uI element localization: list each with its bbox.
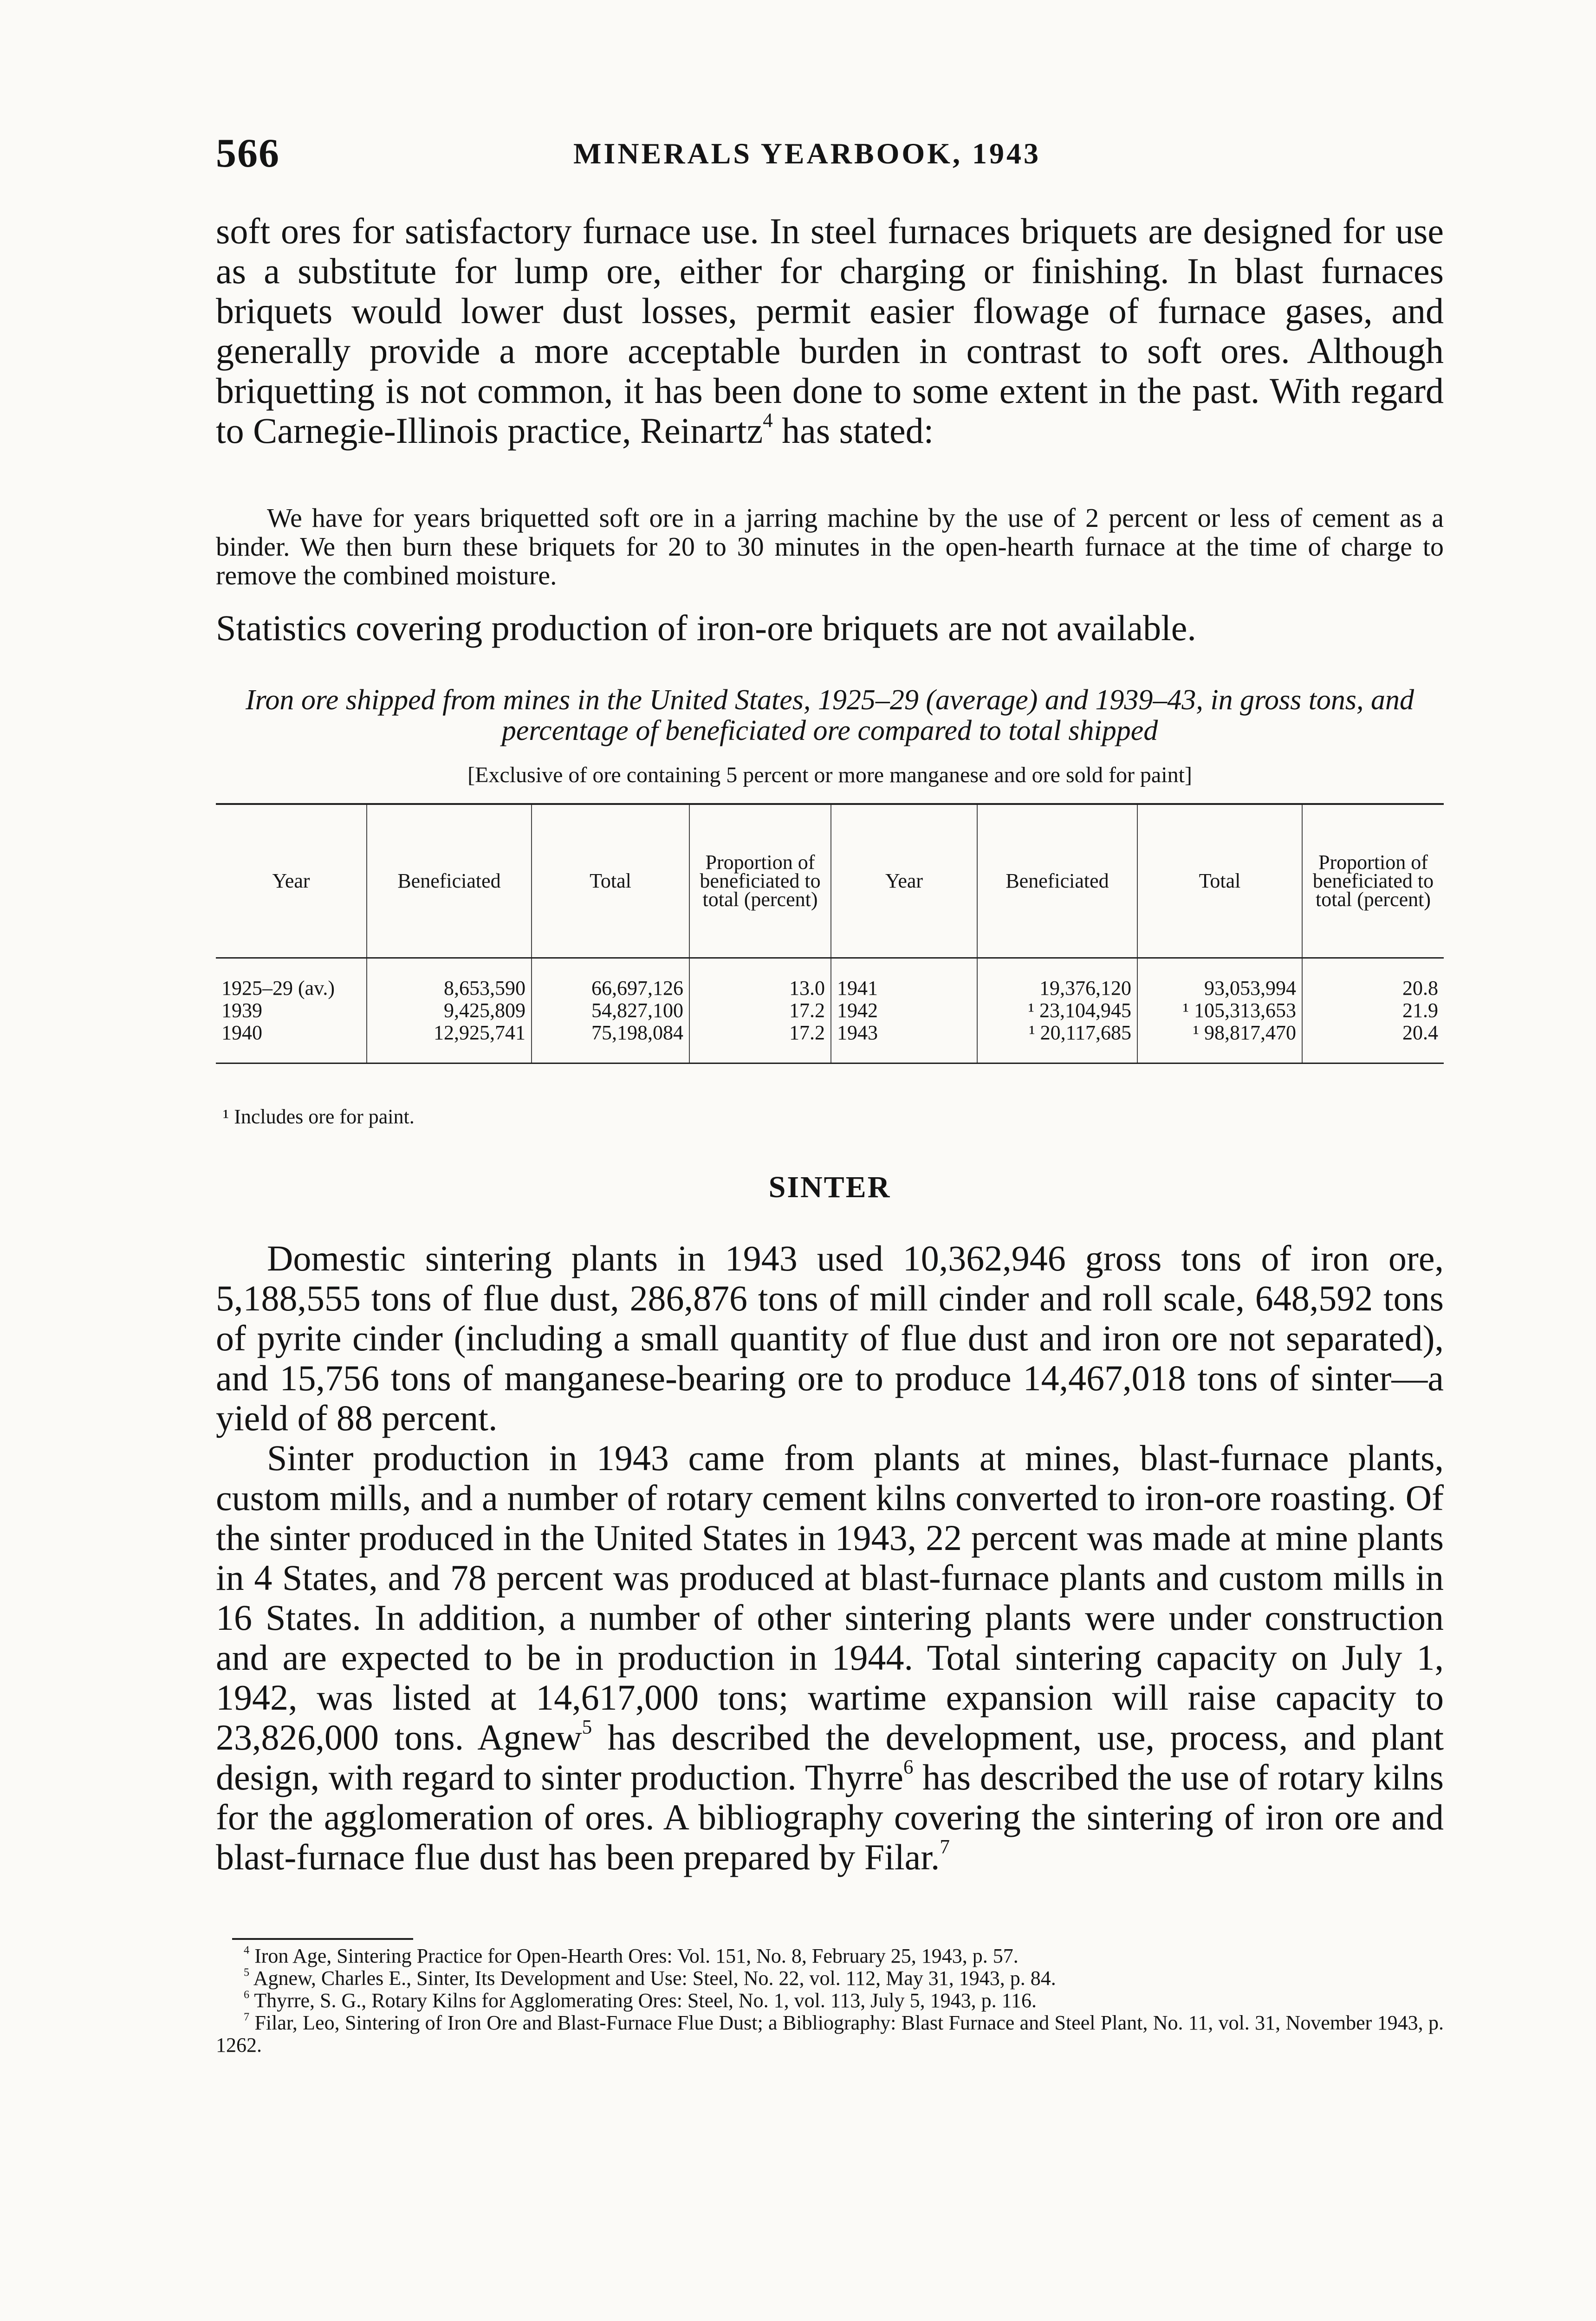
footnote-text: Iron Age, Sintering Practice for Open-Hearth Ores: Vol. 151, No. 8, February 25, 1943, p. 57. xyxy=(249,1945,1019,1967)
table-cell: 1943 xyxy=(831,1022,977,1063)
footnote xyxy=(216,2012,1444,2056)
sinter-text: Sinter production in 1943 came from plants at mines, blast-furnace plants, custom mills, and a number of rotary cement kilns converted to iron-ore roasting. Of the sinter produced in the United States in 1943, 22 percent was made at mine plants in 4 States, and 78 percent was produced at blast-furnace plants and custom mills in 16 States. In addition, a number of other sintering plants were under construction and are expected to be in production in 1944. Total sintering capacity on July 1, 1942, was listed at 14,617,000 tons; wartime expansion will raise capacity to 23,826,000 tons. Agnew xyxy=(216,1438,1444,1757)
column-header: Total xyxy=(532,804,689,958)
iron-ore-table xyxy=(216,803,1444,1064)
statistics-sentence: Statistics covering production of iron-ore briquets are not available. xyxy=(216,608,1196,648)
block-quote: We have for years briquetted soft ore in a jarring machine by the use of 2 percent or less of cement as a binder. We then burn these briquets for 20 to 30 minutes in the open-hearth furnace at the time of charge to remove the combined moisture. xyxy=(216,503,1444,590)
sinter-text: has described the use of rotary kilns for the agglomeration of ores. A bibliography covering the sintering of iron ore and blast-furnace flue dust has been prepared by Filar. xyxy=(216,1757,1444,1877)
intro-text-end: has stated: xyxy=(772,410,934,451)
footnote-number: 6 xyxy=(244,1988,250,2001)
table-header-row xyxy=(216,804,1444,958)
table-cell: 75,198,084 xyxy=(532,1022,689,1063)
footnotes-list xyxy=(216,1945,1444,2056)
table-cell: 13.0 xyxy=(689,958,831,1000)
footnote-text: Thyrre, S. G., Rotary Kilns for Agglomerating Ores: Steel, No. 1, vol. 113, July 5, 1943, p. 116. xyxy=(249,1989,1037,2012)
page-number: 566 xyxy=(216,131,280,176)
table-footnote: ¹ Includes ore for paint. xyxy=(223,1105,415,1128)
column-header: Proportion of beneficiated to total (percent) xyxy=(1302,804,1444,958)
table-cell: ¹ 23,104,945 xyxy=(977,999,1137,1022)
footnote-text: Agnew, Charles E., Sinter, Its Development and Use: Steel, No. 22, vol. 112, May 31, 1943, p. 84. xyxy=(249,1967,1056,1990)
table-cell: 1941 xyxy=(831,958,977,1000)
table-cell: ¹ 20,117,685 xyxy=(977,1022,1137,1063)
table-cell: 8,653,590 xyxy=(367,958,532,1000)
table-cell: 12,925,741 xyxy=(367,1022,532,1063)
intro-paragraph xyxy=(216,211,1444,451)
column-header: Year xyxy=(216,804,367,958)
column-header: Total xyxy=(1137,804,1302,958)
intro-text: soft ores for satisfactory furnace use. In steel furnaces briquets are designed for use as a substitute for lump ore, either for charging or finishing. In blast furnaces briquets would lower dust losses, permit easier flowage of furnace gases, and generally provide a more acceptable burden in contrast to soft ores. Although briquetting is not common, it has been done to some extent in the past. With regard to Carnegie-Illinois practice, Reinartz xyxy=(216,211,1444,451)
column-header: Beneficiated xyxy=(367,804,532,958)
sinter-paragraph-2 xyxy=(216,1438,1444,1877)
footnote xyxy=(216,1945,1444,1967)
table-cell: 1940 xyxy=(216,1022,367,1063)
page-header xyxy=(216,130,1479,181)
table-row xyxy=(216,1022,1444,1063)
footnote-text: Filar, Leo, Sintering of Iron Ore and Blast-Furnace Flue Dust; a Bibliography: Blast Furnace and Steel Plant, No. 11, vol. 31, November 1943, p. 1262. xyxy=(216,2011,1444,2056)
table-cell: 21.9 xyxy=(1302,999,1444,1022)
footnote-ref-5: 5 xyxy=(582,1716,592,1738)
table-cell: 1942 xyxy=(831,999,977,1022)
table-cell: 20.4 xyxy=(1302,1022,1444,1063)
column-header: Year xyxy=(831,804,977,958)
column-header: Proportion of beneficiated to total (percent) xyxy=(689,804,831,958)
footnote xyxy=(216,1990,1444,2012)
table-cell: ¹ 105,313,653 xyxy=(1137,999,1302,1022)
table-cell: 1939 xyxy=(221,999,262,1022)
running-head: MINERALS YEARBOOK, 1943 xyxy=(573,137,1041,170)
table-row xyxy=(216,999,1444,1022)
table-row xyxy=(216,958,1444,1000)
footnote-divider xyxy=(232,1938,413,1940)
table-cell: 54,827,100 xyxy=(532,999,689,1022)
table-cell: 1925–29 (av.) xyxy=(221,977,335,999)
footnote-number: 5 xyxy=(244,1966,250,1979)
table-cell: 93,053,994 xyxy=(1137,958,1302,1000)
footnote-number: 7 xyxy=(244,2010,250,2023)
table-cell: 19,376,120 xyxy=(977,958,1137,1000)
sinter-paragraph-1: Domestic sintering plants in 1943 used 10,362,946 gross tons of iron ore, 5,188,555 tons of flue dust, 286,876 tons of mill cinder and roll scale, 648,592 tons of pyrite cinder (including a small quantity of flue dust and iron ore not separated), and 15,756 tons of manganese-bearing ore to produce 14,467,018 tons of sinter—a yield of 88 percent. xyxy=(216,1238,1444,1438)
footnote-ref-6: 6 xyxy=(903,1756,914,1778)
table-cell: ¹ 98,817,470 xyxy=(1137,1022,1302,1063)
footnote-ref-7: 7 xyxy=(940,1836,950,1858)
table-cell: 66,697,126 xyxy=(532,958,689,1000)
sinter-text: has described the development, use, process, and plant design, with regard to sinter production. Thyrre xyxy=(216,1717,1444,1797)
table-cell: 20.8 xyxy=(1302,958,1444,1000)
table-note: [Exclusive of ore containing 5 percent or more manganese and ore sold for paint] xyxy=(467,763,1192,787)
table-cell: 17.2 xyxy=(689,1022,831,1063)
footnote-ref-4: 4 xyxy=(763,409,773,432)
footnote-number: 4 xyxy=(244,1944,250,1957)
table-cell: 9,425,809 xyxy=(367,999,532,1022)
footnote xyxy=(216,1967,1444,1990)
column-header: Beneficiated xyxy=(977,804,1137,958)
section-heading: SINTER xyxy=(768,1170,891,1204)
table-caption: Iron ore shipped from mines in the United States, 1925–29 (average) and 1939–43, in gross tons, and percentage of beneficiated ore compared to total shipped xyxy=(245,684,1414,746)
table-cell: 17.2 xyxy=(689,999,831,1022)
